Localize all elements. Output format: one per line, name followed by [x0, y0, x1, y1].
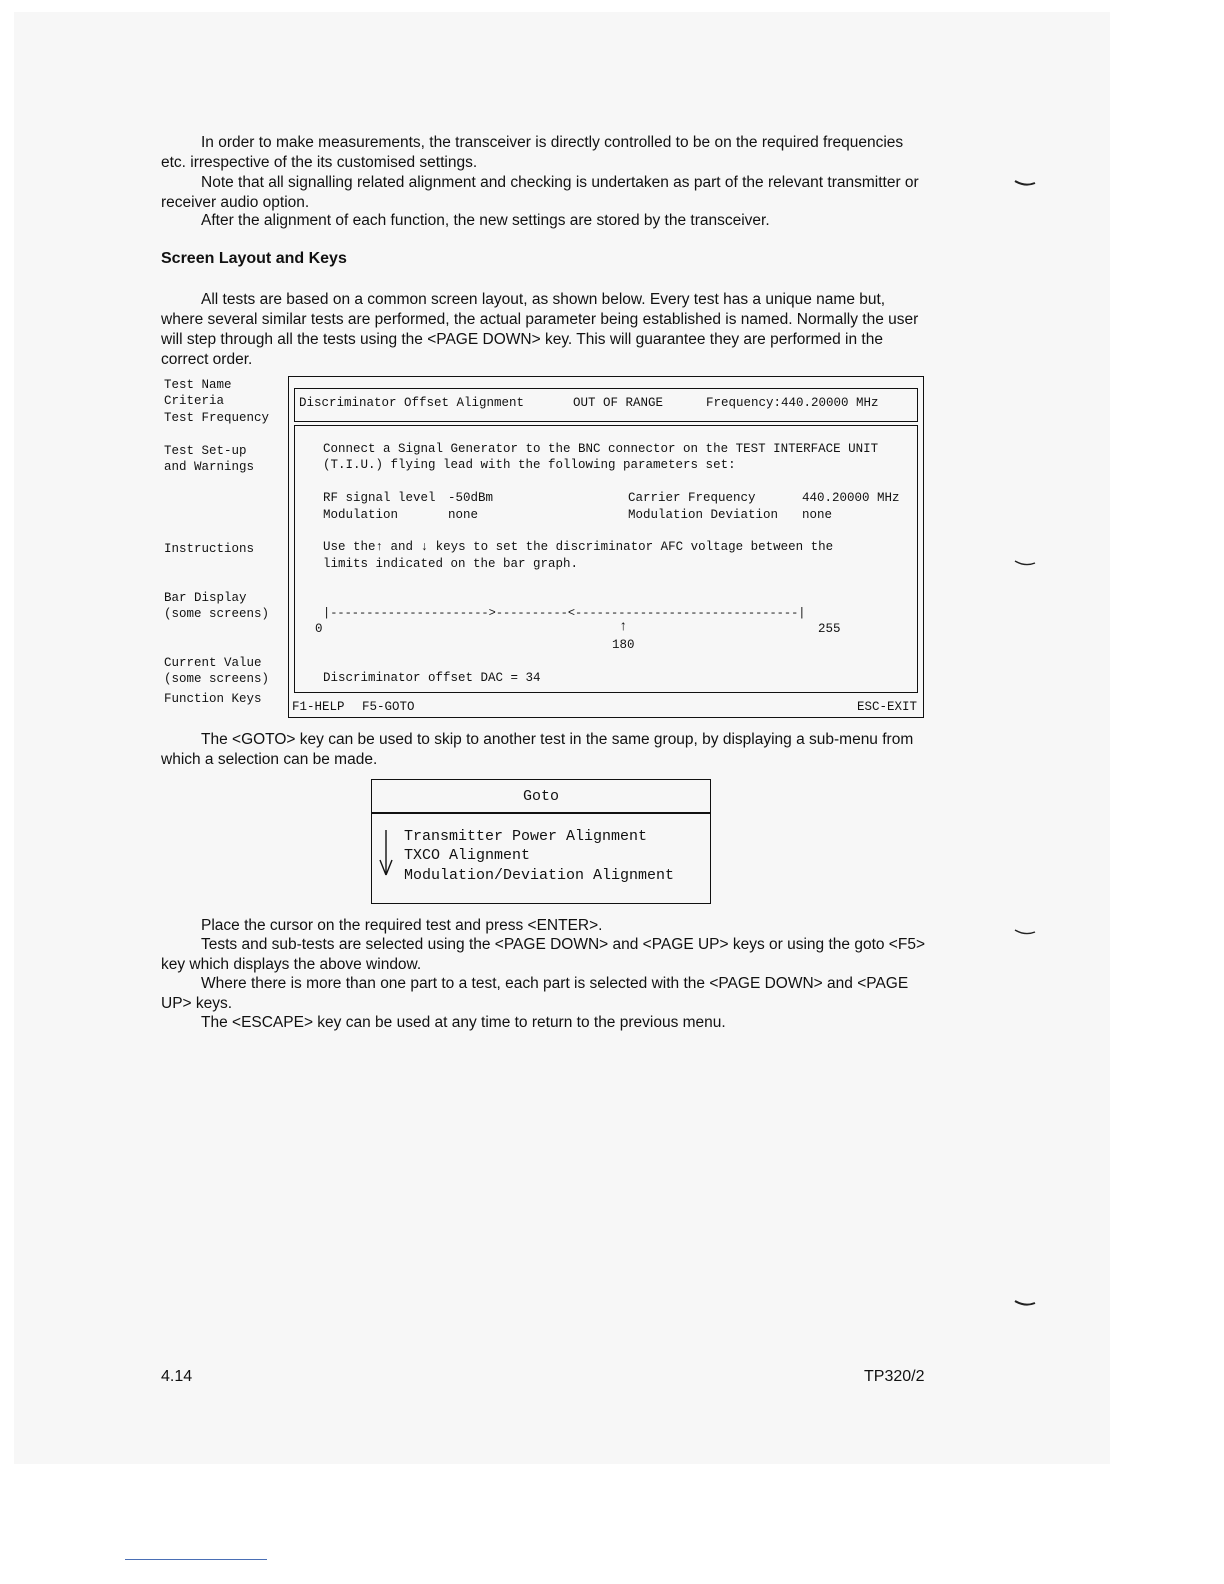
intro-text-3: After the alignment of each function, the new settings are stored by the transceiver.	[201, 212, 770, 229]
label-test-setup: Test Set-up	[164, 444, 247, 458]
screen-esc-exit: ESC-EXIT	[857, 700, 918, 714]
intro-paragraph-2	[161, 173, 925, 213]
after-text-3: Where there is more than one part to a test, each part is selected with the <PAGE DOWN> and <PAGE UP> keys.	[161, 975, 909, 1012]
screen-current-value: Discriminator offset DAC = 34	[323, 671, 541, 685]
intro-text-1: In order to make measurements, the transceiver is directly controlled to be on the required frequencies etc. irrespective of the its customised settings.	[161, 134, 904, 171]
after-text-4: The <ESCAPE> key can be used at any time to return to the previous menu.	[201, 1014, 726, 1031]
intro-paragraph-3	[161, 211, 925, 231]
after-text-2: Tests and sub-tests are selected using the <PAGE DOWN> and <PAGE UP> keys or using the goto <F5> key which displays the above window.	[161, 936, 925, 973]
screen-carrier-value: 440.20000 MHz	[802, 491, 900, 505]
label-instructions: Instructions	[164, 542, 255, 556]
screen-instruction-line-2: limits indicated on the bar graph.	[323, 557, 579, 571]
screen-bar-graph: |---------------------->----------<-------------------------------|	[323, 606, 806, 620]
screen-criteria: OUT OF RANGE	[573, 396, 664, 410]
goto-menu-item[interactable]: TXCO Alignment	[404, 847, 531, 864]
screen-bar-current: 180	[612, 638, 635, 652]
screen-rf-label: RF signal level	[323, 491, 436, 505]
intro-text-2: Note that all signalling related alignment and checking is undertaken as part of the relevant transmitter or receiver audio option.	[161, 174, 919, 211]
label-test-frequency: Test Frequency	[164, 411, 270, 425]
label-current-value: Current Value	[164, 656, 262, 670]
bar-pointer-arrow-icon: ↑	[619, 619, 628, 635]
after-paragraph-2	[161, 935, 925, 975]
label-current-some-screens: (some screens)	[164, 672, 270, 686]
goto-menu-title: Goto	[522, 788, 559, 805]
screen-carrier-label: Carrier Frequency	[628, 491, 756, 505]
screen-f1-help: F1-HELP	[292, 700, 345, 714]
instr-text-c: keys to set the discriminator AFC voltage between the	[435, 540, 834, 554]
screen-deviation-value: none	[802, 508, 833, 522]
layout-paragraph	[161, 290, 925, 370]
scroll-down-arrow-icon	[378, 828, 394, 878]
screen-mod-label: Modulation	[323, 508, 399, 522]
layout-text: All tests are based on a common screen layout, as shown below. Every test has a unique name but, where several similar tests are performed, the actual parameter being established is named. Normally the user will step through all the tests using the <PAGE DOWN> key. This will guarantee they are performed in the correct order.	[161, 291, 919, 368]
goto-paragraph	[161, 730, 925, 770]
screen-connect-line-1: Connect a Signal Generator to the BNC connector on the TEST INTERFACE UNIT	[323, 442, 879, 456]
label-bar-display: Bar Display	[164, 591, 247, 605]
binding-mark-icon	[1014, 1298, 1036, 1308]
instr-text-b: and	[390, 540, 414, 554]
screen-bar-min: 0	[315, 622, 323, 636]
screen-deviation-label: Modulation Deviation	[628, 508, 779, 522]
up-arrow-icon: ↑	[375, 540, 384, 554]
after-text-1: Place the cursor on the required test and press <ENTER>.	[201, 917, 603, 934]
screen-rf-value: -50dBm	[448, 491, 494, 505]
screen-f5-goto: F5-GOTO	[362, 700, 415, 714]
label-test-name: Test Name	[164, 378, 232, 392]
label-criteria: Criteria	[164, 394, 225, 408]
instr-text-a: Use the	[323, 540, 376, 554]
goto-menu-item[interactable]: Modulation/Deviation Alignment	[404, 867, 675, 884]
after-paragraph-1	[161, 916, 925, 936]
screen-instruction-line-1	[323, 539, 833, 555]
label-function-keys: Function Keys	[164, 692, 262, 706]
label-bar-some-screens: (some screens)	[164, 607, 270, 621]
page-number: 4.14	[161, 1368, 193, 1385]
bottom-rule	[125, 1559, 267, 1560]
screen-bar-max: 255	[818, 622, 841, 636]
binding-mark-icon	[1014, 178, 1036, 188]
goto-menu-item[interactable]: Transmitter Power Alignment	[404, 828, 648, 845]
after-paragraph-4	[161, 1013, 925, 1033]
screen-mod-value: none	[448, 508, 479, 522]
intro-paragraph-1	[161, 133, 925, 173]
goto-menu-divider	[371, 812, 711, 814]
screen-connect-line-2: (T.I.U.) flying lead with the following parameters set:	[323, 458, 736, 472]
document-code: TP320/2	[864, 1368, 925, 1385]
screen-test-name: Discriminator Offset Alignment	[299, 396, 525, 410]
goto-text: The <GOTO> key can be used to skip to another test in the same group, by displaying a sub-menu from which a selection can be made.	[161, 731, 914, 768]
section-heading: Screen Layout and Keys	[161, 250, 347, 267]
down-arrow-icon: ↓	[420, 540, 429, 554]
binding-mark-icon	[1014, 558, 1036, 568]
after-paragraph-3	[161, 974, 925, 1014]
screen-frequency: Frequency:440.20000 MHz	[706, 396, 879, 410]
label-warnings: and Warnings	[164, 460, 255, 474]
binding-mark-icon	[1014, 927, 1036, 937]
